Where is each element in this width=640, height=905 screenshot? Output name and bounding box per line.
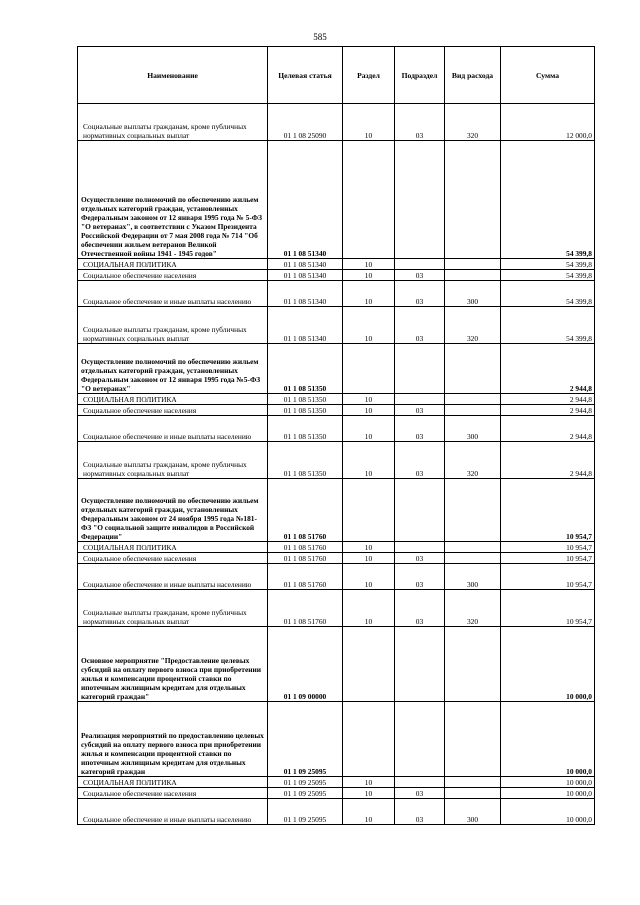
row-expense-kind	[445, 394, 501, 405]
row-sum: 12 000,0	[501, 104, 595, 141]
table-row	[78, 104, 595, 141]
row-name: Социальные выплаты гражданам, кроме публичных нормативных социальных выплат	[78, 104, 268, 141]
table-row	[78, 590, 595, 627]
table-row	[78, 259, 595, 270]
row-name: Социальные выплаты гражданам, кроме публичных нормативных социальных выплат	[78, 307, 268, 344]
row-name: Социальное обеспечение и иные выплаты населению	[78, 416, 268, 442]
row-target-article: 01 1 08 51340	[268, 270, 343, 281]
row-name: Социальное обеспечение населения	[78, 788, 268, 799]
row-name: Социальное обеспечение и иные выплаты населению	[78, 799, 268, 825]
row-expense-kind	[445, 479, 501, 542]
table-row	[78, 799, 595, 825]
table-row	[78, 627, 595, 702]
row-expense-kind: 320	[445, 590, 501, 627]
row-subsection: 03	[395, 590, 445, 627]
row-target-article: 01 1 08 51350	[268, 416, 343, 442]
table-row	[78, 542, 595, 553]
row-expense-kind: 320	[445, 307, 501, 344]
row-section: 10	[343, 405, 395, 416]
row-subsection: 03	[395, 788, 445, 799]
row-expense-kind: 300	[445, 281, 501, 307]
row-sum: 2 944,8	[501, 344, 595, 394]
table-row	[78, 442, 595, 479]
table-row	[78, 270, 595, 281]
row-target-article: 01 1 08 51350	[268, 442, 343, 479]
row-name: Социальное обеспечение населения	[78, 405, 268, 416]
row-sum: 54 399,8	[501, 307, 595, 344]
table-row	[78, 788, 595, 799]
row-name: Реализация мероприятий по предоставлению целевых субсидий на оплату первого взноса при приобретении жилья и компенсации процентной ставки по ипотечным жилищным кредитам для отдельных категорий граждан	[78, 702, 268, 777]
row-subsection	[395, 479, 445, 542]
row-target-article: 01 1 09 00000	[268, 627, 343, 702]
row-expense-kind	[445, 777, 501, 788]
row-sum: 10 954,7	[501, 590, 595, 627]
row-section	[343, 479, 395, 542]
row-expense-kind: 300	[445, 564, 501, 590]
row-target-article: 01 1 08 51340	[268, 307, 343, 344]
row-subsection: 03	[395, 405, 445, 416]
row-subsection: 03	[395, 307, 445, 344]
row-target-article: 01 1 08 25090	[268, 104, 343, 141]
row-subsection: 03	[395, 281, 445, 307]
row-expense-kind	[445, 553, 501, 564]
row-target-article: 01 1 08 51760	[268, 553, 343, 564]
table-row	[78, 281, 595, 307]
row-section: 10	[343, 394, 395, 405]
row-name: СОЦИАЛЬНАЯ ПОЛИТИКА	[78, 777, 268, 788]
row-subsection	[395, 259, 445, 270]
row-subsection	[395, 777, 445, 788]
row-sum: 2 944,8	[501, 442, 595, 479]
row-subsection	[395, 542, 445, 553]
row-target-article: 01 1 08 51340	[268, 259, 343, 270]
row-subsection: 03	[395, 104, 445, 141]
page-number: 585	[313, 32, 327, 42]
row-target-article: 01 1 09 25095	[268, 799, 343, 825]
table-row	[78, 479, 595, 542]
header-subsection: Подраздел	[395, 47, 445, 104]
row-name: Социальное обеспечение населения	[78, 270, 268, 281]
row-expense-kind	[445, 702, 501, 777]
row-expense-kind: 320	[445, 442, 501, 479]
row-name: Социальные выплаты гражданам, кроме публичных нормативных социальных выплат	[78, 590, 268, 627]
row-section: 10	[343, 564, 395, 590]
budget-table	[77, 46, 595, 825]
row-name: Социальное обеспечение населения	[78, 553, 268, 564]
row-sum: 2 944,8	[501, 405, 595, 416]
row-sum: 54 399,8	[501, 141, 595, 259]
table-row	[78, 141, 595, 259]
table-row	[78, 405, 595, 416]
row-name: Основное мероприятие "Предоставление целевых субсидий на оплату первого взноса при приобретении жилья и компенсации процентной ставки по ипотечным жилищным кредитам для отдельных категорий граждан"	[78, 627, 268, 702]
row-target-article: 01 1 08 51340	[268, 281, 343, 307]
row-section: 10	[343, 542, 395, 553]
row-subsection	[395, 344, 445, 394]
row-name: Социальное обеспечение и иные выплаты населению	[78, 281, 268, 307]
row-expense-kind	[445, 405, 501, 416]
row-section: 10	[343, 788, 395, 799]
header-target-article: Целевая статья	[268, 47, 343, 104]
row-subsection	[395, 394, 445, 405]
row-sum: 10 954,7	[501, 564, 595, 590]
row-section: 10	[343, 307, 395, 344]
row-section: 10	[343, 270, 395, 281]
row-expense-kind	[445, 542, 501, 553]
row-section: 10	[343, 590, 395, 627]
row-section: 10	[343, 416, 395, 442]
row-name: СОЦИАЛЬНАЯ ПОЛИТИКА	[78, 259, 268, 270]
row-name: СОЦИАЛЬНАЯ ПОЛИТИКА	[78, 394, 268, 405]
row-target-article: 01 1 09 25095	[268, 788, 343, 799]
row-name: Осуществление полномочий по обеспечению жильем отдельных категорий граждан, установленных Федеральным законом от 24 ноября 1995 года №181-ФЗ "О социальной защите инвалидов в Российской Федерации"	[78, 479, 268, 542]
row-subsection: 03	[395, 799, 445, 825]
row-target-article: 01 1 08 51340	[268, 141, 343, 259]
row-sum: 10 954,7	[501, 542, 595, 553]
row-target-article: 01 1 08 51760	[268, 564, 343, 590]
row-expense-kind	[445, 627, 501, 702]
row-target-article: 01 1 09 25095	[268, 777, 343, 788]
row-sum: 10 000,0	[501, 627, 595, 702]
row-section	[343, 702, 395, 777]
row-name: Социальные выплаты гражданам, кроме публичных нормативных социальных выплат	[78, 442, 268, 479]
row-expense-kind	[445, 344, 501, 394]
header-expense-kind: Вид расхода	[445, 47, 501, 104]
row-subsection: 03	[395, 564, 445, 590]
row-section: 10	[343, 259, 395, 270]
row-sum: 54 399,8	[501, 259, 595, 270]
row-sum: 2 944,8	[501, 394, 595, 405]
row-section: 10	[343, 799, 395, 825]
row-section	[343, 141, 395, 259]
row-name: Социальное обеспечение и иные выплаты населению	[78, 564, 268, 590]
header-section: Раздел	[343, 47, 395, 104]
row-sum: 10 000,0	[501, 777, 595, 788]
row-expense-kind	[445, 270, 501, 281]
table-row	[78, 344, 595, 394]
table-header-row	[78, 47, 595, 104]
row-subsection	[395, 141, 445, 259]
row-expense-kind: 320	[445, 104, 501, 141]
row-section: 10	[343, 281, 395, 307]
row-expense-kind: 300	[445, 416, 501, 442]
row-name: Осуществление полномочий по обеспечению жильем отдельных категорий граждан, установленных Федеральным законом от 12 января 1995 года №5-ФЗ "О ветеранах"	[78, 344, 268, 394]
row-sum: 54 399,8	[501, 281, 595, 307]
row-section: 10	[343, 553, 395, 564]
row-section	[343, 344, 395, 394]
row-sum: 10 000,0	[501, 702, 595, 777]
table-row	[78, 777, 595, 788]
row-name: СОЦИАЛЬНАЯ ПОЛИТИКА	[78, 542, 268, 553]
row-section	[343, 627, 395, 702]
table-row	[78, 307, 595, 344]
header-sum: Сумма	[501, 47, 595, 104]
row-target-article: 01 1 08 51760	[268, 542, 343, 553]
row-target-article: 01 1 09 25095	[268, 702, 343, 777]
row-subsection	[395, 627, 445, 702]
row-sum: 10 954,7	[501, 553, 595, 564]
row-section: 10	[343, 442, 395, 479]
row-expense-kind	[445, 788, 501, 799]
row-subsection: 03	[395, 553, 445, 564]
row-subsection: 03	[395, 270, 445, 281]
table-row	[78, 416, 595, 442]
row-section: 10	[343, 777, 395, 788]
row-sum: 2 944,8	[501, 416, 595, 442]
row-expense-kind: 300	[445, 799, 501, 825]
row-target-article: 01 1 08 51350	[268, 394, 343, 405]
row-expense-kind	[445, 259, 501, 270]
row-target-article: 01 1 08 51760	[268, 479, 343, 542]
table-row	[78, 394, 595, 405]
row-subsection: 03	[395, 442, 445, 479]
row-expense-kind	[445, 141, 501, 259]
row-sum: 54 399,8	[501, 270, 595, 281]
table-row	[78, 564, 595, 590]
table-row	[78, 702, 595, 777]
table-row	[78, 553, 595, 564]
row-target-article: 01 1 08 51350	[268, 344, 343, 394]
header-name: Наименование	[78, 47, 268, 104]
row-sum: 10 000,0	[501, 788, 595, 799]
row-target-article: 01 1 08 51350	[268, 405, 343, 416]
row-subsection: 03	[395, 416, 445, 442]
row-subsection	[395, 702, 445, 777]
row-sum: 10 000,0	[501, 799, 595, 825]
row-target-article: 01 1 08 51760	[268, 590, 343, 627]
row-name: Осуществление полномочий по обеспечению жильем отдельных категорий граждан, установленных Федеральным законом от 12 января 1995 года № 5-ФЗ "О ветеранах", в соответствии с Указом Президента Российской Федерации от 7 мая 2008 года № 714 "Об обеспечении жильем ветеранов Великой Отечественной войны 1941 - 1945 годов"	[78, 141, 268, 259]
row-sum: 10 954,7	[501, 479, 595, 542]
row-section: 10	[343, 104, 395, 141]
